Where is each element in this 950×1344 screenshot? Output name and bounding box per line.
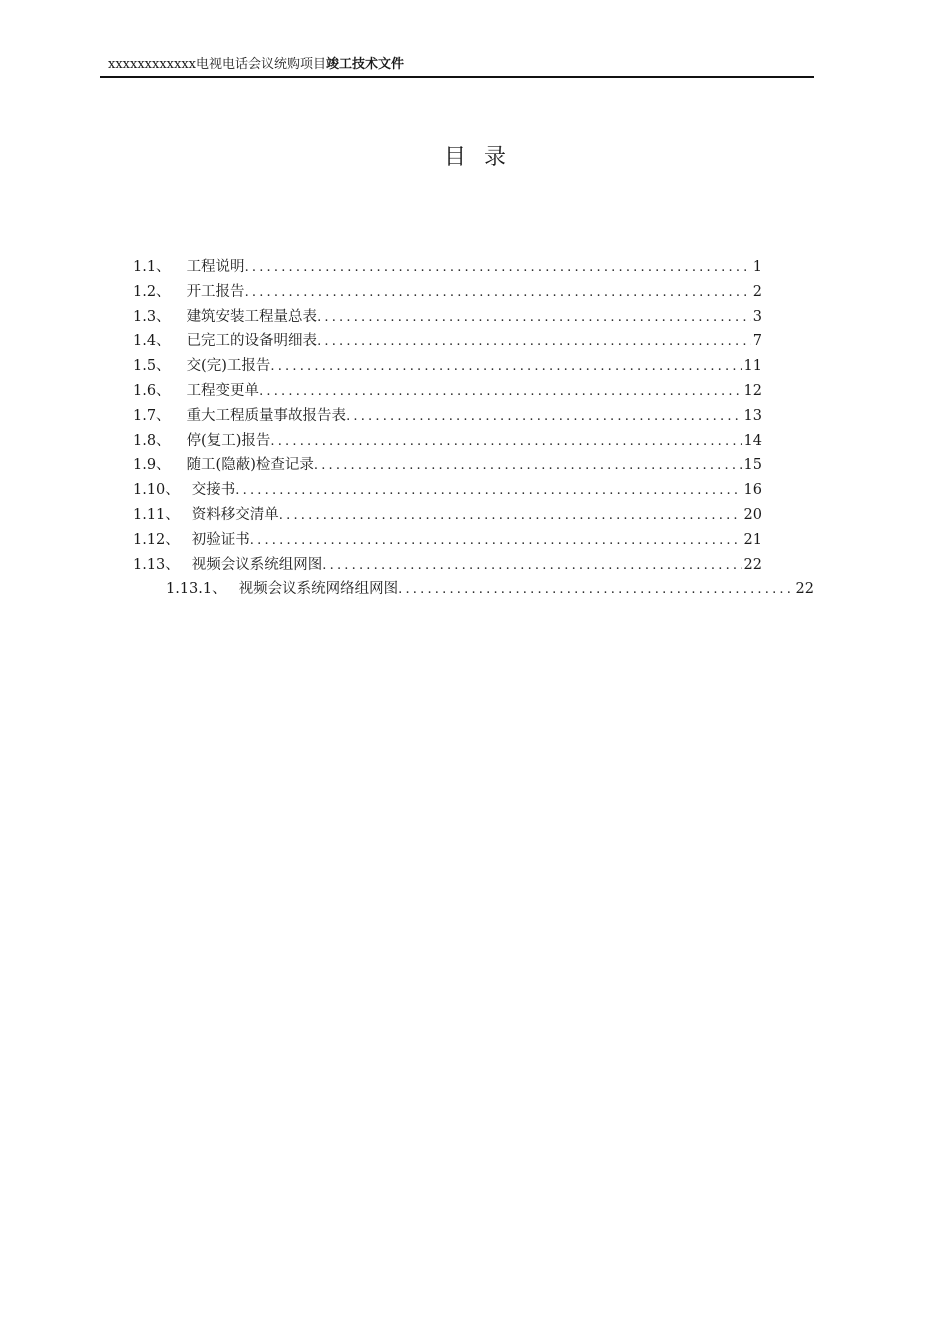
toc-entry-number: 1.13、 [133, 556, 180, 573]
toc-leader-dots [346, 409, 741, 424]
toc-entry-number: 1.3、 [133, 308, 171, 325]
toc-leader-dots [317, 334, 751, 349]
toc-entry[interactable] [133, 429, 762, 454]
toc-entry-title: 初验证书 [191, 531, 250, 548]
toc-entry-page: 2 [752, 283, 762, 300]
toc-leader-dots [259, 384, 741, 399]
toc-entry-page: 12 [743, 382, 762, 399]
toc-leader-dots [245, 285, 751, 300]
header-text [108, 56, 404, 74]
toc-entry[interactable] [133, 503, 762, 528]
page-header [100, 56, 814, 78]
toc-entry[interactable] [133, 280, 762, 305]
toc-entry-title: 视频会议系统组网图 [191, 556, 323, 573]
toc-entry-title: 工程说明 [186, 259, 245, 275]
toc-entry-page: 16 [743, 482, 762, 499]
toc-entry-page: 14 [743, 432, 762, 449]
toc-entry-title: 交(完)工报告 [186, 358, 271, 375]
toc-entry-page: 22 [795, 581, 814, 598]
toc-entry-title: 工程变更单 [186, 382, 260, 399]
toc-entry-page: 21 [743, 531, 762, 548]
toc-entry[interactable] [133, 453, 762, 478]
toc-leader-dots [322, 558, 741, 573]
toc-entry-page: 22 [743, 556, 762, 573]
toc-entry-title: 已完工的设备明细表 [186, 333, 318, 350]
toc-entry-page: 20 [743, 506, 762, 523]
toc-entry[interactable] [133, 354, 762, 379]
toc-entry-title: 交接书 [191, 482, 236, 499]
toc-entry[interactable] [133, 404, 762, 429]
toc-entry-number: 1.8、 [133, 432, 171, 449]
toc-entry[interactable] [133, 478, 762, 503]
toc-entry[interactable] [166, 577, 814, 602]
toc-entry-title: 资料移交清单 [191, 506, 279, 523]
toc-entry-title: 停(复工)报告 [186, 432, 271, 449]
toc-leader-dots [270, 359, 741, 374]
header-project-name: xxxxxxxxxxxx电视电话会议统购项目 [108, 57, 326, 72]
toc-entry-page: 15 [743, 457, 762, 474]
toc-entry-title: 开工报告 [186, 283, 245, 300]
toc-entry[interactable] [133, 553, 762, 578]
toc-entry-page: 11 [743, 358, 762, 375]
toc-entry-number: 1.6、 [133, 382, 171, 399]
toc-entry[interactable] [133, 255, 762, 280]
toc-entry-number: 1.4、 [133, 333, 171, 350]
toc-entry-page: 13 [743, 407, 762, 424]
toc-entry-page: 3 [752, 308, 762, 325]
toc-entry-number: 1.5、 [133, 358, 171, 375]
table-of-contents [133, 255, 814, 602]
toc-entry-number: 1.10、 [133, 482, 180, 499]
toc-leader-dots [235, 483, 741, 498]
toc-leader-dots [245, 260, 751, 275]
toc-leader-dots [398, 582, 793, 597]
toc-entry-page: 1 [752, 259, 762, 275]
toc-entry[interactable] [133, 329, 762, 354]
toc-entry-number: 1.13.1、 [166, 581, 227, 598]
toc-leader-dots [250, 533, 742, 548]
toc-entry[interactable] [133, 305, 762, 330]
page-title: 目录 [443, 145, 524, 170]
toc-leader-dots [317, 310, 751, 325]
header-document-type: 竣工技术文件 [325, 57, 404, 72]
toc-entry[interactable] [133, 528, 762, 553]
toc-entry-number: 1.7、 [133, 407, 171, 424]
toc-entry-title: 随工(隐蔽)检查记录 [186, 457, 314, 474]
toc-entry[interactable] [133, 379, 762, 404]
toc-entry-number: 1.9、 [133, 457, 171, 474]
toc-entry-title: 视频会议系统网络组网图 [238, 581, 399, 598]
toc-entry-title: 重大工程质量事故报告表 [186, 407, 347, 424]
toc-leader-dots [279, 508, 742, 523]
toc-entry-number: 1.11、 [133, 506, 180, 523]
toc-entry-title: 建筑安装工程量总表 [186, 308, 318, 325]
toc-leader-dots [314, 458, 742, 473]
toc-entry-page: 7 [752, 333, 762, 350]
toc-entry-number: 1.12、 [133, 531, 180, 548]
toc-entry-number: 1.2、 [133, 283, 171, 300]
toc-entry-number: 1.1、 [133, 259, 171, 275]
toc-leader-dots [270, 434, 741, 449]
